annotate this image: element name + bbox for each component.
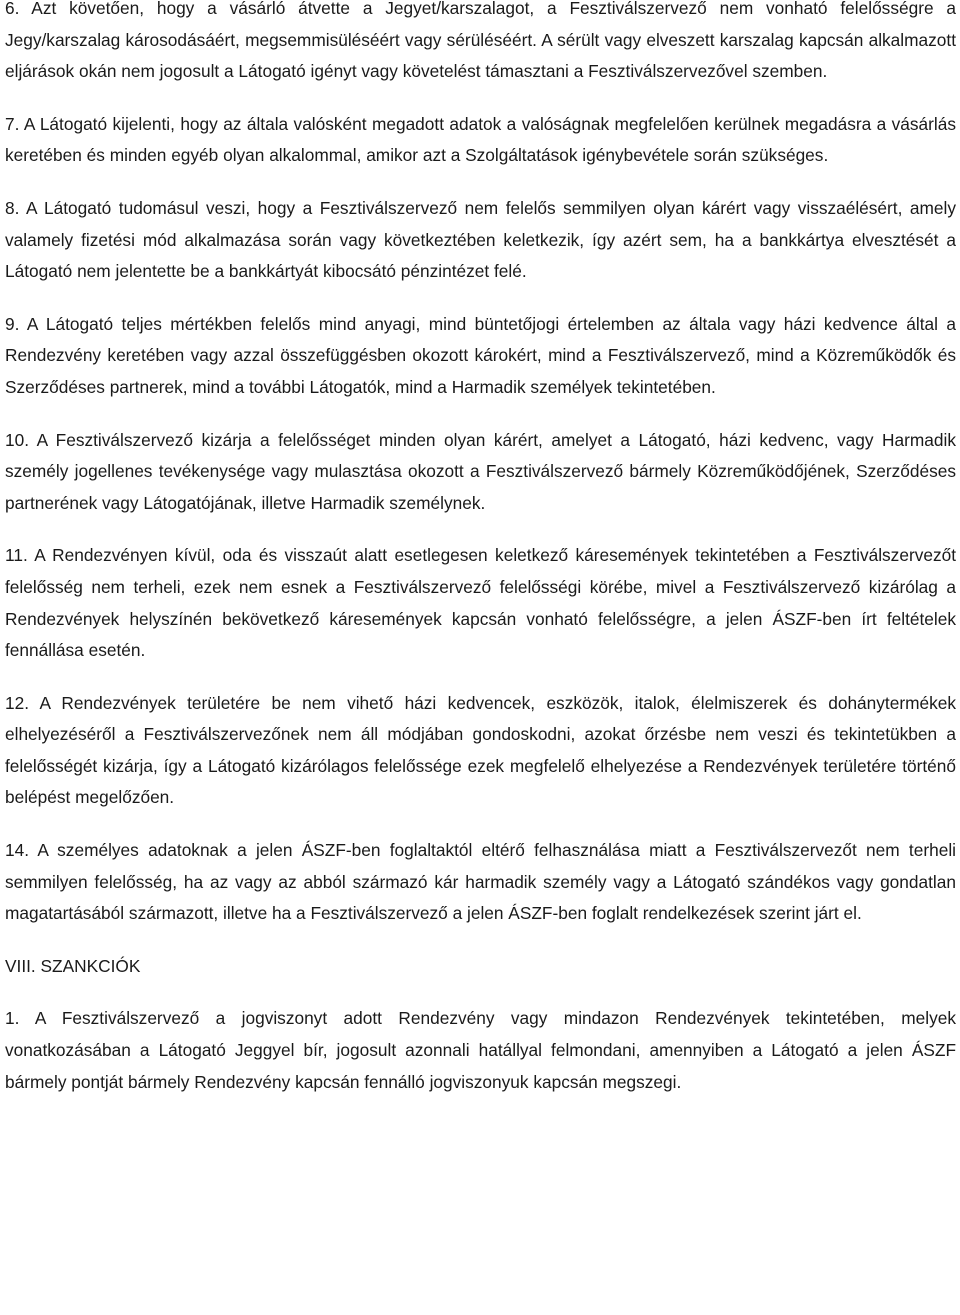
paragraph-12: 12. A Rendezvények területére be nem vihető házi kedvencek, eszközök, italok, élelmiszerek és dohánytermékek elhelyezéséről a Fesztiválszervezőnek nem áll módjában gondoskodni, azokat őrzésbe nem veszi és tekintetükben a felelősségét kizárja, így a Látogató kizárólagos felelőssége ezek megfelelő elhelyezése a Rendezvények területére történő belépést megelőzően. (5, 692, 956, 808)
paragraph-8: 8. A Látogató tudomásul veszi, hogy a Fesztiválszervező nem felelős semmilyen olyan kárért vagy visszaélésért, amely valamely fizetési mód alkalmazása során vagy következtében keletkezik, így azért sem, ha a bankkártya elvesztését a Látogató nem jelentette be a bankkártyát kibocsátó pénzintézet felé. (5, 197, 956, 282)
document-page (5, 0, 956, 1119)
section-paragraph-1: 1. A Fesztiválszervező a jogviszonyt adott Rendezvény vagy mindazon Rendezvények tekintetében, melyek vonatkozásában a Látogató Jeggyel bír, jogosult azonnali hatállyal felmondani, amennyiben a Látogató a jelen ÁSZF bármely pontját bármely Rendezvény kapcsán fennálló jogviszonyuk kapcsán megszegi. (5, 1008, 956, 1092)
paragraph-9: 9. A Látogató teljes mértékben felelős mind anyagi, mind büntetőjogi értelemben az általa vagy házi kedvence által a Rendezvény keretében vagy azzal összefüggésben okozott károkért, mind a Fesztiválszervező, mind a Közreműködők és Szerződéses partnerek, mind a további Látogatók, mind a Harmadik személyek tekintetében. (5, 313, 956, 397)
paragraph-11: 11. A Rendezvényen kívül, oda és visszaút alatt esetlegesen keletkező káresemények tekintetében a Fesztiválszervezőt felelősség nem terheli, ezek nem esnek a Fesztiválszervező felelősségi körébe, mivel a Fesztiválszervező kizárólag a Rendezvények helyszínén bekövetkező káresemények kapcsán vonható felelősségre, a jelen ÁSZF-ben írt feltételek fennállása esetén. (5, 545, 956, 661)
paragraph-6: 6. Azt követően, hogy a vásárló átvette a Jegyet/karszalagot, a Fesztiválszervező nem vonható felelősségre a Jegy/karszalag károsodásáért, megsemmisüléséért vagy sérüléséért. A sérült vagy elveszett karszalag kapcsán alkalmazott eljárások okán nem jogosult a Látogató igényt vagy követelést támasztani a Fesztiválszervezővel szemben. (5, 0, 956, 82)
paragraph-10: 10. A Fesztiválszervező kizárja a felelősséget minden olyan kárért, amelyet a Látogató, házi kedvenc, vagy Harmadik személy jogellenes tevékenysége vagy mulasztása okozott a Fesztiválszervező bármely Közreműködőjének, Szerződéses partnerének vagy Látogatójának, illetve Harmadik személynek. (5, 429, 956, 513)
paragraph-14: 14. A személyes adatoknak a jelen ÁSZF-ben foglaltaktól eltérő felhasználása miatt a Fesztiválszervezőt nem terheli semmilyen felelősség, ha az vagy az abból származó kár harmadik személy vagy a Látogató szándékos vagy gondatlan magatartásából származott, illetve ha a Fesztiválszervező a jelen ÁSZF-ben foglalt rendelkezések szerint járt el. (5, 840, 956, 924)
section-heading: VIII. SZANKCIÓK (5, 955, 141, 976)
paragraph-7: 7. A Látogató kijelenti, hogy az általa valósként megadott adatok a valóságnak megfelelően kerülnek megadásra a vásárlás keretében és minden egyéb olyan alkalommal, amikor azt a Szolgáltatások igénybevétele során szükséges. (5, 113, 956, 166)
